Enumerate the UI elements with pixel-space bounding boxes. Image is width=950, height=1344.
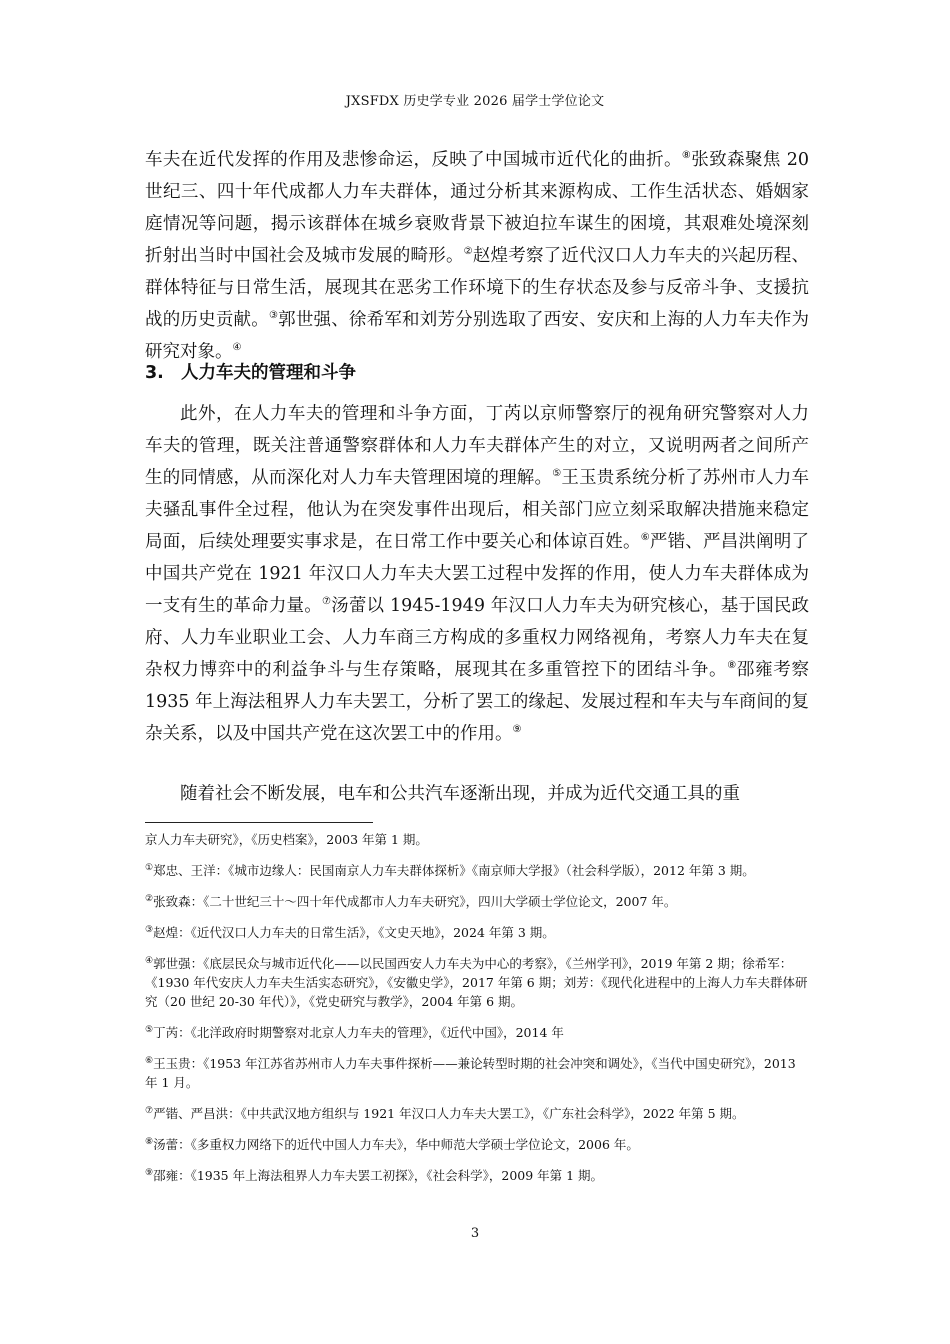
footnotes-section [145, 830, 809, 1197]
footnote-ref[interactable]: ⑥ [640, 532, 650, 544]
paragraph-text: 汤蕾以 1945-1949 年汉口人力车夫为研究核心，基于国民政府、人力车业职业工会、人力车商三方构成的多重权力网络视角，考察人力车夫在复杂权力博弈中的利益争斗与生存策略，展现其在多重管控下的团结斗争。 [145, 596, 810, 680]
footnote-mark: ⑦ [145, 1105, 154, 1116]
footnote [145, 954, 809, 1011]
paragraph-text: 张致森聚焦 20 世纪三、四十年代成都人力车夫群体，通过分析其来源构成、工作生活状态、婚姻家庭情况等问题，揭示该群体在城乡衰败背景下被迫拉车谋生的困境，其艰难处境深刻折射出当时中国社会及城市发展的畸形。 [145, 150, 810, 266]
footnote-ref[interactable]: ⑤ [552, 468, 562, 480]
footnote-mark: ⑨ [145, 1167, 154, 1178]
footnote-text: 邵雍：《1935 年上海法租界人力车夫罢工初探》，《社会科学》，2009 年第 1 期。 [153, 1168, 604, 1183]
footnote-ref[interactable]: ⑧ [681, 150, 692, 162]
section-heading [145, 359, 356, 384]
body-paragraph-3 [145, 778, 809, 810]
footnote-mark: ④ [145, 955, 154, 966]
footnote [145, 861, 809, 880]
footnote [145, 1104, 809, 1123]
footnote-text: 郑忠、王洋：《城市边缘人：民国南京人力车夫群体探析》《南京师大学报》（社会科学版），2012 年第 3 期。 [153, 863, 755, 878]
section-number: 3. [145, 363, 164, 383]
running-header: JXSFDX 历史学专业 2026 届学士学位论文 [345, 94, 605, 109]
footnote [145, 830, 809, 849]
footnote [145, 1023, 809, 1042]
footnote-ref[interactable]: ⑨ [512, 724, 522, 736]
footnote-ref[interactable]: ⑦ [321, 596, 332, 608]
footnote-mark: ⑤ [145, 1024, 154, 1035]
footnote-text: 张致森：《二十世纪三十～四十年代成都市人力车夫研究》，四川大学硕士学位论文，2007 年。 [153, 894, 677, 909]
footnote-ref[interactable]: ⑧ [727, 660, 737, 672]
footnote-text: 汤蕾：《多重权力网络下的近代中国人力车夫》，华中师范大学硕士学位论文，2006 年。 [153, 1137, 639, 1152]
footnote-text: 严锴、严昌洪：《中共武汉地方组织与 1921 年汉口人力车夫大罢工》，《广东社会科学》，2022 年第 5 期。 [153, 1106, 745, 1121]
footnote-text: 郭世强：《底层民众与城市近代化——以民国西安人力车夫为中心的考察》，《兰州学刊》，2019 年第 2 期；徐希军：《1930 年代安庆人力车夫生活实态研究》，《安徽史学》，2017 年第 6 期；刘芳：《现代化进程中的上海人力车夫群体研究（20 世纪 20-30 年代）》，《党史研究与教学》，2004 年第 6 期。 [145, 956, 808, 1009]
footnote-ref[interactable]: ④ [232, 342, 242, 354]
paragraph-text: 郭世强、徐希军和刘芳分别选取了西安、安庆和上海的人力车夫作为研究对象。 [145, 310, 810, 362]
body-paragraph-1 [145, 144, 809, 368]
footnote [145, 1166, 809, 1185]
paragraph-text: 车夫在近代发挥的作用及悲惨命运，反映了中国城市近代化的曲折。 [145, 150, 682, 170]
paragraph-text: 王玉贵系统分析了苏州市人力车夫骚乱事件全过程，他认为在突发事件出现后，相关部门应立刻采取解决措施来稳定局面，后续处理要实事求是，在日常工作中要关心和体谅百姓。 [145, 468, 810, 552]
paragraph-text: 此外，在人力车夫的管理和斗争方面，丁芮以京师警察厅的视角研究警察对人力车夫的管理，既关注普通警察群体和人力车夫群体产生的对立，又说明两者之间所产生的同情感，从而深化对人力车夫管理困境的理解。 [145, 404, 809, 488]
paragraph-text: 赵煌考察了近代汉口人力车夫的兴起历程、群体特征与日常生活，展现其在恶劣工作环境下的生存状态及参与反帝斗争、支援抗战的历史贡献。 [145, 246, 810, 330]
footnote-ref[interactable]: ② [463, 246, 473, 258]
footnote-text: 王玉贵：《1953 年江苏省苏州市人力车夫事件探析——兼论转型时期的社会冲突和调处》，《当代中国史研究》，2013 年 1 月。 [145, 1056, 796, 1090]
body-paragraph-2 [145, 398, 809, 750]
paragraph-text: 邵雍考察 1935 年上海法租界人力车夫罢工，分析了罢工的缘起、发展过程和车夫与车商间的复杂关系，以及中国共产党在这次罢工中的作用。 [145, 660, 810, 744]
footnote-text: 丁芮：《北洋政府时期警察对北京人力车夫的管理》，《近代中国》，2014 年 [153, 1025, 564, 1040]
footnote-mark: ⑥ [145, 1055, 154, 1066]
footnote-text: 赵煌：《近代汉口人力车夫的日常生活》，《文史天地》，2024 年第 3 期。 [153, 925, 555, 940]
paragraph-text: 随着社会不断发展，电车和公共汽车逐渐出现，并成为近代交通工具的重 [180, 784, 740, 804]
footnote-mark: ① [145, 862, 154, 873]
footnote-mark: ③ [145, 924, 154, 935]
section-title: 人力车夫的管理和斗争 [181, 363, 356, 383]
footnote [145, 892, 809, 911]
footnote [145, 1054, 809, 1092]
page-number: 3 [470, 1226, 480, 1241]
footnote [145, 1135, 809, 1154]
footnote [145, 923, 809, 942]
footnote-mark: ⑧ [145, 1136, 154, 1147]
footnote-text: 京人力车夫研究》，《历史档案》，2003 年第 1 期。 [145, 832, 428, 847]
footnote-mark: ② [145, 893, 154, 904]
footnote-separator [145, 822, 373, 823]
paragraph-text: 严锴、严昌洪阐明了中国共产党在 1921 年汉口人力车夫大罢工过程中发挥的作用，使人力车夫群体成为一支有生的革命力量。 [145, 532, 810, 616]
footnote-ref[interactable]: ③ [268, 310, 279, 322]
